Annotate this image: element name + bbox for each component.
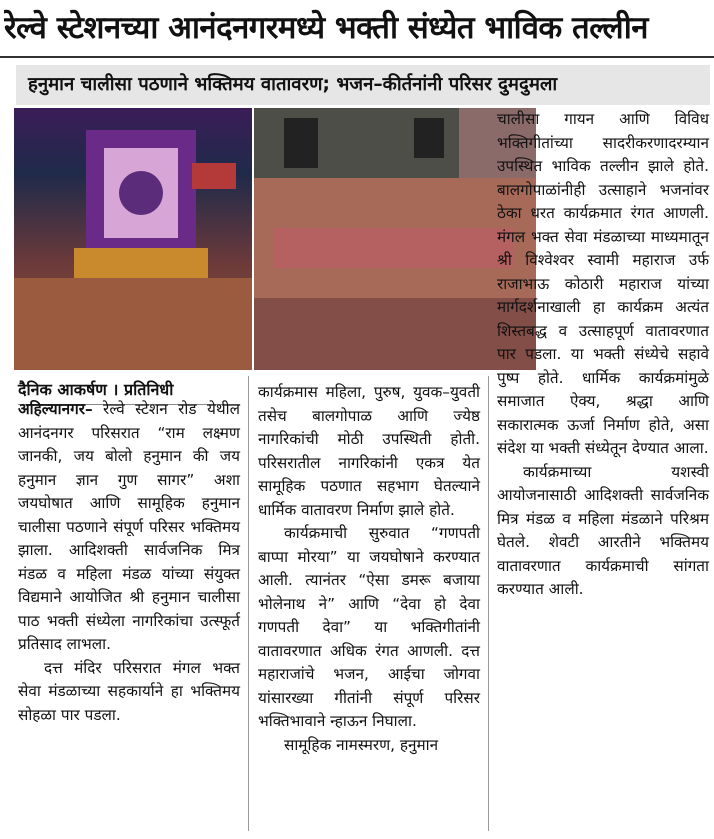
- audience-front-shape: [254, 298, 536, 370]
- paragraph-text: सामूहिक नामस्मरण, हनुमान: [284, 735, 439, 754]
- article-column-3: [497, 108, 709, 602]
- byline: दैनिक आकर्षण । प्रतिनिधी: [18, 380, 174, 399]
- article-column-1: [18, 398, 240, 727]
- speaker-left-shape: [284, 118, 318, 168]
- headline: रेल्वे स्टेशनच्या आनंदनगरमध्ये भक्ती संध्येत भाविक तल्लीन: [4, 10, 648, 46]
- stage-illustration: [14, 108, 252, 370]
- crowd-shape: [14, 278, 252, 370]
- column-divider: [248, 376, 249, 831]
- paragraph: चालीसा गायन आणि विविध भक्तिगीतांच्या सादरीकरणादरम्यान उपस्थित भाविक तल्लीन झाले होते. बालगोपाळांनीही उत्साहाने भजनांवर ठेका धरत कार्यक्रमात रंगत आणली. मंगल भक्त सेवा मंडळाच्या माध्यमातून श्री विश्वेश्वर स्वामी महाराज उर्फ राजाभाऊ कोठारी महाराज यांच्या मार्गदर्शनाखाली हा कार्यक्रम अत्यंत शिस्तबद्ध व उत्साहपूर्ण वातावरणात पार पडला. या भक्ती संध्येचे सहावे पुष्प होते. धार्मिक कार्यक्रमांमुळे समाजात ऐक्य, श्रद्धा आणि सकारात्मक ऊर्जा निर्माण होते, असा संदेश या भक्ती संध्येतून देण्यात आला.: [497, 110, 709, 457]
- photo-stage-puja: [14, 108, 252, 370]
- dateline: अहिल्यानगर–: [18, 400, 93, 418]
- paragraph-text: रेल्वे स्टेशन रोड येथील आनंदनगर परिसरात “राम लक्ष्मण जानकी, जय बोलो हनुमान की जय हनुमान ज्ञान गुण सागर” अशा जयघोषात आणि सामूहिक हनुमान चालीसा पठणाने संपूर्ण परिसर भक्तिमय झाला. आदिशक्ती सार्वजनिक मित्र मंडळ व महिला मंडळ यांच्या संयुक्त विद्यमाने आयोजित श्री हनुमान चालीसा पाठ भक्ती संध्येला नागरिकांचा उत्स्फूर्त प्रतिसाद लाभला.: [18, 400, 240, 653]
- headline-rule: [0, 56, 714, 58]
- photo-seated-crowd: [254, 108, 536, 370]
- subheadline: हनुमान चालीसा पठणाने भक्तिमय वातावरण; भजन–कीर्तनांनी परिसर दुमदुमला: [16, 65, 710, 105]
- audience-row-shape: [274, 228, 514, 268]
- speaker-right-shape: [414, 118, 444, 158]
- crowd-illustration: [254, 108, 536, 370]
- altar-shape: [74, 248, 208, 278]
- paragraph: [18, 657, 240, 728]
- paragraph: [497, 461, 709, 602]
- paragraph-text: कार्यक्रमाची सुरुवात “गणपती बाप्पा मोरया” या जयघोषाने करण्यात आली. त्यानंतर “ऐसा डमरू बजाया भोलेनाथ ने” आणि “देवा हो देवा गणपती देवा” या भक्तिगीतांनी वातावरणात अधिक रंगत आणली. दत्त महाराजांचे भजन, आईचा जोगवा यांसारख्या गीतांनी संपूर्ण परिसर भक्तिभावाने न्हाऊन निघाला.: [258, 524, 480, 730]
- deity-figure-shape: [119, 171, 163, 215]
- paragraph: कार्यक्रमास महिला, पुरुष, युवक–युवती तसेच बालगोपाळ आणि ज्येष्ठ नागरिकांची मोठी उपस्थिती होती. परिसरातील नागरिकांनी एकत्र येत सामूहिक पठणात सहभाग घेतल्याने धार्मिक वातावरण निर्माण झाले होते.: [258, 383, 480, 519]
- paragraph-text: कार्यक्रमाच्या यशस्वी आयोजनासाठी आदिशक्ती सार्वजनिक मित्र मंडळ व महिला मंडळाने परिश्रम घेतले. शेवटी आरतीने भक्तिमय वातावरणात कार्यक्रमाची सांगता करण्यात आली.: [497, 462, 709, 598]
- banner-shape: [192, 163, 236, 189]
- paragraph: [18, 398, 240, 657]
- photo-area: [14, 108, 536, 370]
- article-column-2: [258, 381, 480, 757]
- column-divider: [488, 376, 489, 831]
- paragraph-text: दत्त मंदिर परिसरात मंगल भक्त सेवा मंडळाच्या सहकार्याने हा भक्तिमय सोहळा पार पडला.: [18, 658, 240, 724]
- paragraph: [258, 734, 480, 758]
- paragraph: [258, 522, 480, 734]
